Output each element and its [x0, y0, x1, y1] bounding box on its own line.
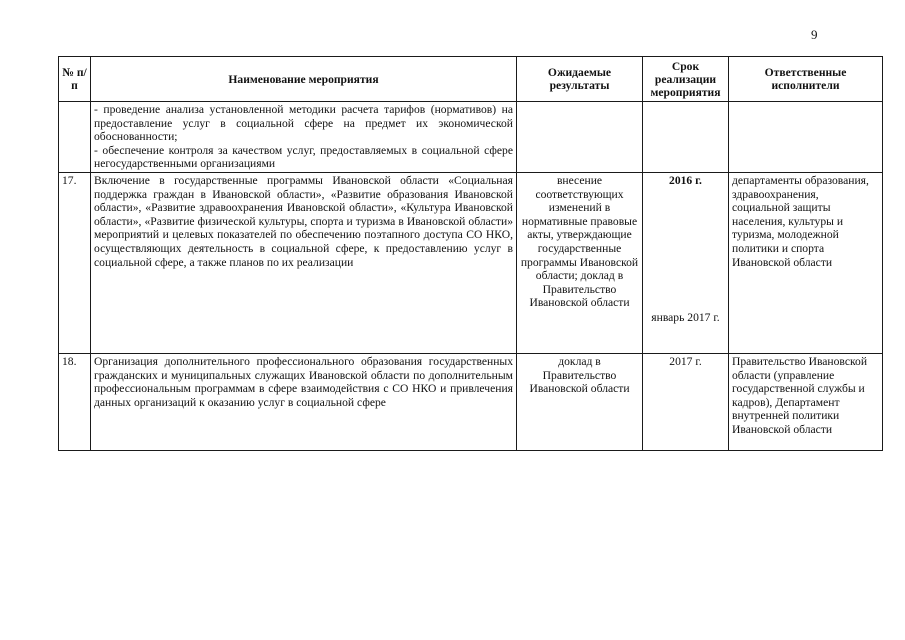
page-number: 9 [811, 27, 818, 42]
header-num: № п/п [59, 57, 91, 102]
events-table [58, 56, 883, 451]
table-row [59, 353, 883, 450]
row-term: 2017 г. [643, 353, 729, 450]
row-num: 17. [59, 172, 91, 353]
row-name: Включение в государственные программы Ивановской области «Социальная поддержка граждан в Ивановской области», «Развитие образования Ивановской области», «Развитие здравоохранения Ивановской области», «Культура Ивановской области», «Развитие физической культуры, спорта и туризма в Ивановской области» мероприятий и целевых показателей по обеспечению поэтапного доступа СО НКО, осуществляющих деятельность в социальной сфере, к предоставлению услуг в социальной сфере, а также планов по их реализации [91, 172, 517, 353]
row-executors: департаменты образования, здравоохранения, социальной защиты населения, культуры и туризма, молодежной политики и спорта Ивановской области [729, 172, 883, 353]
header-results: Ожидаемые результаты [517, 57, 643, 102]
row-name: Организация дополнительного профессионального образования государственных гражданских и муниципальных служащих Ивановской области по дополнительным профессиональным программам в сфере взаимодействия с СО НКО и привлечения данных организаций к оказанию услуг в социальной сфере [91, 353, 517, 450]
row-num: 18. [59, 353, 91, 450]
row-results [517, 102, 643, 173]
row-executors: Правительство Ивановской области (управление государственной службы и кадров), Департамент внутренней политики Ивановской области [729, 353, 883, 450]
table-row [59, 172, 883, 353]
row-num [59, 102, 91, 173]
header-name: Наименование мероприятия [91, 57, 517, 102]
row-results: доклад в Правительство Ивановской области [517, 353, 643, 450]
row-term [643, 172, 729, 353]
row-name-line: - обеспечение контроля за качеством услуг, предоставляемых в социальной сфере негосударственными организациями [94, 143, 513, 171]
row-executors [729, 102, 883, 173]
row-results: внесение соответствующих изменений в нормативные правовые акты, утверждающие государственные программы Ивановской области; доклад в Правительство Ивановской области [517, 172, 643, 353]
table-row [59, 102, 883, 173]
row-term-main: 2016 г. [669, 173, 702, 187]
header-term: Срок реализации мероприятия [643, 57, 729, 102]
row-term-second: январь 2017 г. [651, 310, 720, 324]
row-name [91, 102, 517, 173]
row-name-line: - проведение анализа установленной методики расчета тарифов (нормативов) на предоставление услуг в социальной сфере на предмет их экономической обоснованности; [94, 103, 513, 144]
row-term [643, 102, 729, 173]
table-header-row [59, 57, 883, 102]
header-executors: Ответственные исполнители [729, 57, 883, 102]
